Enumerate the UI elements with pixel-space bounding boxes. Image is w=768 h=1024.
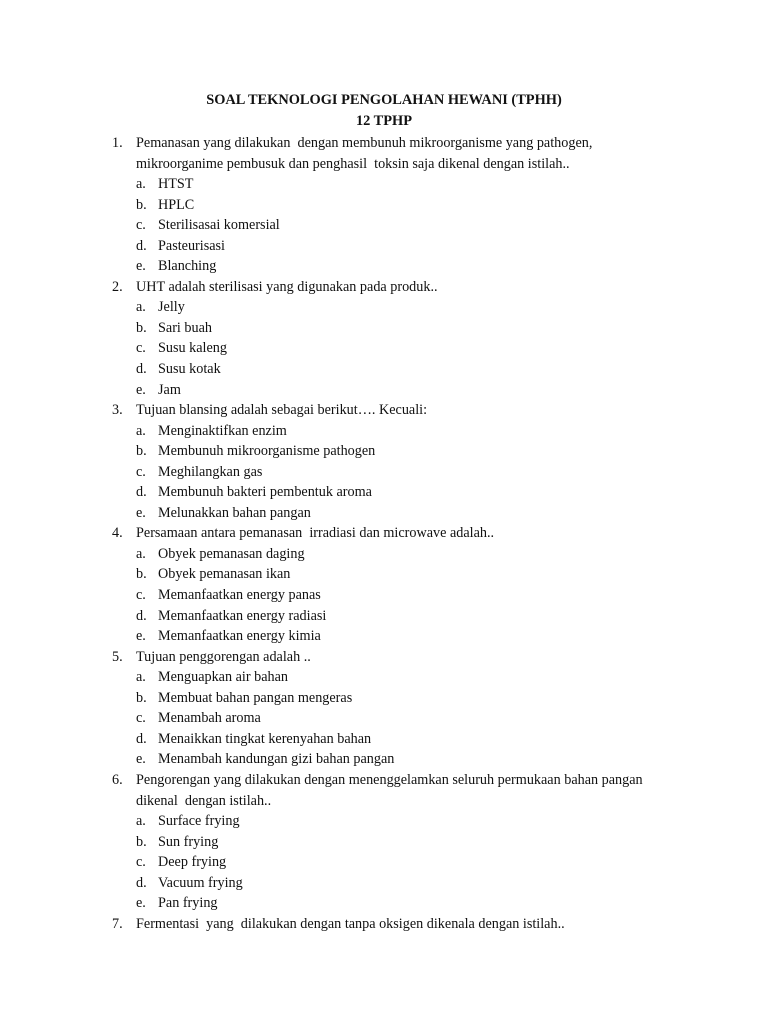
option-letter: d. (136, 874, 147, 891)
answer-option (112, 729, 712, 750)
option-text: Vacuum frying (158, 874, 243, 891)
question-text-line: Pemanasan yang dilakukan dengan membunuh mikroorganisme yang pathogen, (136, 135, 593, 151)
option-letter: b. (136, 689, 147, 706)
option-letter: d. (136, 484, 147, 501)
question-number: 5. (112, 648, 123, 665)
question-text-line: UHT adalah sterilisasi yang digunakan pada produk.. (136, 278, 438, 295)
option-text: Menginaktifkan enzim (158, 422, 287, 439)
question-stem (112, 523, 712, 544)
answer-option (112, 482, 712, 503)
question-number: 4. (112, 525, 123, 542)
question-stem (112, 914, 712, 935)
option-text: Meghilangkan gas (158, 463, 263, 480)
option-letter: e. (136, 381, 146, 398)
answer-option (112, 195, 712, 216)
question-text-line: Pengorengan yang dilakukan dengan menenggelamkan seluruh permukaan bahan pangan (136, 771, 643, 788)
option-letter: c. (136, 587, 146, 604)
question-stem (112, 133, 712, 174)
option-text: Menaikkan tingkat kerenyahan bahan (158, 730, 372, 747)
option-letter: e. (136, 258, 146, 275)
option-text: Sun frying (158, 833, 219, 850)
answer-option (112, 688, 712, 709)
option-letter: d. (136, 607, 147, 624)
answer-option (112, 852, 712, 873)
answer-option (112, 749, 712, 770)
option-text: Deep frying (158, 854, 227, 871)
option-text: Obyek pemanasan daging (158, 545, 305, 562)
question-text-line: dikenal dengan istilah.. (136, 792, 272, 809)
question-list (112, 133, 712, 934)
answer-option (112, 873, 712, 894)
option-letter: d. (136, 730, 147, 747)
question-stem (112, 647, 712, 668)
answer-option (112, 585, 712, 606)
answer-option (112, 606, 712, 627)
answer-option (112, 215, 712, 236)
answer-option (112, 544, 712, 565)
answer-option (112, 708, 712, 729)
answer-option (112, 380, 712, 401)
question-stem (112, 277, 712, 298)
option-letter: d. (136, 237, 147, 254)
answer-option (112, 893, 712, 914)
question-item (112, 647, 712, 770)
option-text: Pan frying (158, 895, 218, 912)
question-number: 2. (112, 278, 123, 295)
option-text: Blanching (158, 258, 217, 275)
document-class: 12 TPHP (355, 113, 413, 129)
answer-option (112, 359, 712, 380)
option-text: Susu kaleng (158, 340, 227, 357)
question-text-line: Persamaan antara pemanasan irradiasi dan microwave adalah.. (136, 525, 495, 542)
question-text-line: Tujuan penggorengan adalah .. (136, 648, 311, 665)
option-letter: c. (136, 854, 146, 871)
option-letter: a. (136, 813, 146, 830)
option-letter: e. (136, 504, 146, 521)
option-letter: b. (136, 566, 147, 583)
option-text: Membunuh mikroorganisme pathogen (158, 443, 376, 460)
question-item (112, 277, 712, 400)
answer-option (112, 503, 712, 524)
question-item (112, 133, 712, 277)
option-text: Membuat bahan pangan mengeras (158, 689, 353, 706)
answer-option (112, 236, 712, 257)
option-letter: b. (136, 443, 147, 460)
option-text: Memanfaatkan energy kimia (158, 628, 321, 645)
option-letter: c. (136, 463, 146, 480)
option-text: Menambah aroma (158, 710, 261, 727)
option-letter: b. (136, 196, 147, 213)
option-text: Memanfaatkan energy panas (158, 587, 321, 604)
option-letter: d. (136, 361, 147, 378)
option-text: HTST (158, 176, 194, 193)
option-text: Sari buah (158, 319, 212, 336)
question-number: 7. (112, 915, 123, 932)
option-letter: e. (136, 751, 146, 768)
option-text: Obyek pemanasan ikan (158, 566, 291, 583)
option-letter: e. (136, 895, 146, 912)
answer-option (112, 256, 712, 277)
question-number: 1. (112, 135, 123, 151)
option-letter: a. (136, 422, 146, 439)
option-text: Jam (158, 381, 181, 398)
answer-option (112, 832, 712, 853)
answer-option (112, 564, 712, 585)
option-letter: a. (136, 176, 146, 193)
option-text: Jelly (158, 299, 185, 316)
option-text: Susu kotak (158, 361, 221, 378)
option-letter: a. (136, 545, 146, 562)
question-item (112, 400, 712, 523)
option-letter: a. (136, 299, 146, 316)
question-text-line: Tujuan blansing adalah sebagai berikut…. Kecuali: (136, 402, 428, 419)
answer-option (112, 297, 712, 318)
question-text-line: Fermentasi yang dilakukan dengan tanpa oksigen dikenala dengan istilah.. (136, 915, 565, 932)
answer-option (112, 338, 712, 359)
answer-option (112, 626, 712, 647)
option-letter: a. (136, 669, 146, 686)
question-number: 3. (112, 402, 123, 419)
option-text: Surface frying (158, 813, 240, 830)
option-text: Memanfaatkan energy radiasi (158, 607, 327, 624)
document-title: SOAL TEKNOLOGI PENGOLAHAN HEWANI (TPHH) (206, 92, 562, 108)
option-letter: c. (136, 217, 146, 234)
question-number: 6. (112, 771, 123, 788)
question-text-line: mikroorganime pembusuk dan penghasil toksin saja dikenal dengan istilah.. (136, 155, 570, 172)
option-letter: b. (136, 833, 147, 850)
answer-option (112, 174, 712, 195)
answer-option (112, 462, 712, 483)
option-text: Melunakkan bahan pangan (158, 504, 311, 521)
option-letter: b. (136, 319, 147, 336)
answer-option (112, 318, 712, 339)
option-letter: e. (136, 628, 146, 645)
option-text: HPLC (158, 196, 195, 213)
question-item (112, 523, 712, 646)
option-letter: c. (136, 710, 146, 727)
question-item (112, 914, 712, 935)
option-text: Membunuh bakteri pembentuk aroma (158, 484, 372, 501)
answer-option (112, 441, 712, 462)
option-text: Pasteurisasi (158, 237, 225, 254)
option-text: Sterilisasai komersial (158, 217, 280, 234)
answer-option (112, 811, 712, 832)
question-item (112, 770, 712, 914)
question-stem (112, 770, 712, 811)
answer-option (112, 421, 712, 442)
answer-option (112, 667, 712, 688)
option-text: Menambah kandungan gizi bahan pangan (158, 751, 395, 768)
option-letter: c. (136, 340, 146, 357)
option-text: Menguapkan air bahan (158, 669, 289, 686)
question-stem (112, 400, 712, 421)
